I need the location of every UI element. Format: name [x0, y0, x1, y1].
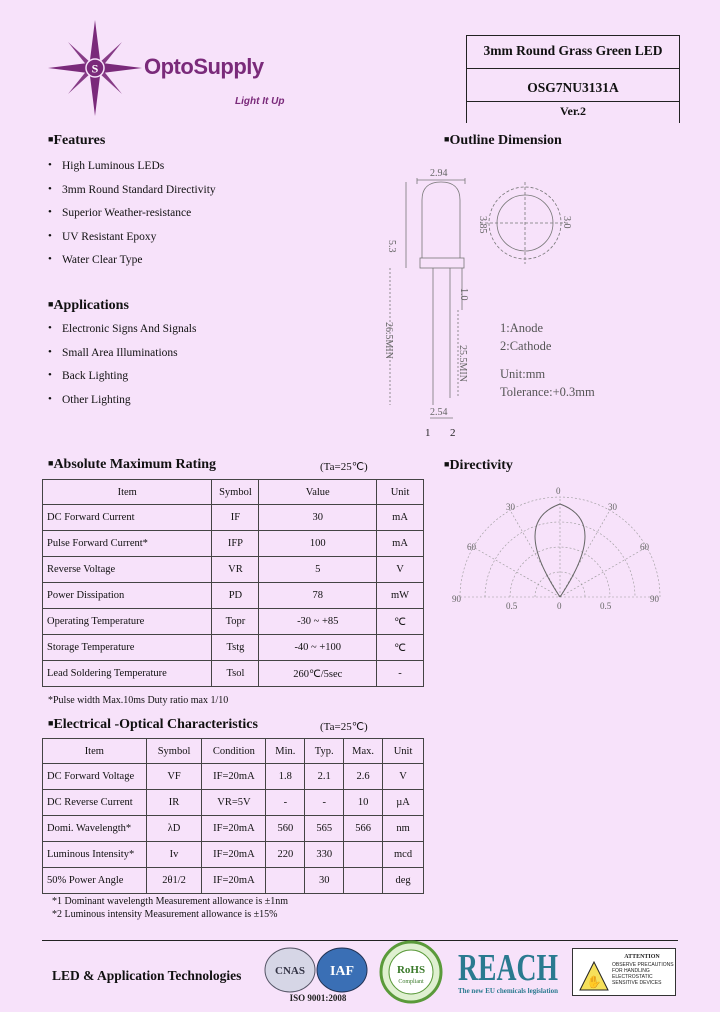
- col-symbol: Symbol: [212, 480, 259, 505]
- iso-cert-icon: [262, 944, 374, 1004]
- part-number: OSG7NU3131A: [527, 80, 619, 95]
- electrical-heading: ■Electrical -Optical Characteristics: [48, 717, 258, 732]
- brand-tagline: Light It Up: [235, 96, 285, 107]
- svg-text:CNAS: CNAS: [275, 965, 305, 977]
- svg-text:The new EU chemicals legislati: The new EU chemicals legislation: [458, 986, 559, 995]
- table-header-row: Item Symbol Condition Min. Typ. Max. Unit: [43, 739, 424, 764]
- table-row: Reverse Voltage VR 5 V: [43, 557, 424, 583]
- table-row: Luminous Intensity* Iv IF=20mA 220 330 mcd: [43, 842, 424, 868]
- angle-30-left: 30: [506, 502, 515, 512]
- table-row: Pulse Forward Current* IFP 100 mA: [43, 531, 424, 557]
- dim-pitch: 2.54: [430, 407, 448, 418]
- electrical-table: [42, 738, 424, 894]
- svg-text:RoHS: RoHS: [396, 964, 426, 976]
- col-unit: Unit: [377, 480, 424, 505]
- scale-left: 0.5: [506, 601, 518, 611]
- legend-unit: Unit:mm: [500, 367, 546, 381]
- col-item: Item: [43, 480, 212, 505]
- table-row: DC Forward Voltage VF IF=20mA 1.8 2.1 2.6 V: [43, 764, 424, 790]
- logo-letter: S: [91, 61, 99, 76]
- table-row: Operating Temperature Topr -30 ~ +85 ℃: [43, 609, 424, 635]
- svg-text:Compliant: Compliant: [398, 979, 424, 985]
- col-value: Value: [259, 480, 377, 505]
- dim-lead-short: 25.5MIN: [457, 345, 468, 382]
- pin-2-label: 2: [450, 427, 456, 439]
- legend-cathode: 2:Cathode: [500, 339, 552, 353]
- list-item: • 3mm Round Standard Directivity: [48, 184, 216, 208]
- table-row: Power Dissipation PD 78 mW: [43, 583, 424, 609]
- table-header-row: [43, 480, 424, 505]
- esd-attention-icon: ATTENTION ✋ OBSERVE PRECAUTIONS FOR HANDLING ELECTROSTATIC SENSITIVE DEVICES: [572, 948, 676, 996]
- dim-lead-long: 26.5MIN: [383, 322, 394, 359]
- electrical-note-1: *1 Dominant wavelength Measurement allowance is ±1nm: [52, 896, 288, 907]
- features-heading: ■Features: [48, 133, 106, 148]
- angle-90-right: 90: [650, 594, 659, 604]
- outline-heading: ■Outline Dimension: [444, 133, 562, 148]
- product-title: 3mm Round Grass Green LED: [483, 43, 663, 58]
- footer-divider: [42, 940, 678, 941]
- angle-60-right: 60: [640, 542, 649, 552]
- company-name: LED & Application Technologies: [52, 968, 242, 983]
- abs-max-heading: ■Absolute Maximum Rating: [48, 457, 216, 472]
- list-item: • UV Resistant Epoxy: [48, 231, 216, 255]
- brand-logo-icon: [48, 20, 148, 116]
- legend-anode: 1:Anode: [500, 321, 544, 335]
- list-item: • Electronic Signs And Signals: [48, 323, 196, 347]
- features-list: [48, 160, 216, 278]
- rohs-badge-icon: [378, 940, 444, 1004]
- list-item: • Other Lighting: [48, 394, 196, 418]
- applications-heading: ■Applications: [48, 298, 129, 313]
- svg-text:ISO 9001:2008: ISO 9001:2008: [289, 993, 347, 1003]
- dim-dia: 3.0: [561, 216, 572, 229]
- brand-name: OptoSupply: [144, 54, 264, 79]
- list-item: • Small Area Illuminations: [48, 347, 196, 371]
- version: Ver.2: [559, 104, 587, 118]
- table-row: 50% Power Angle 2θ1/2 IF=20mA 30 deg: [43, 868, 424, 894]
- electrical-note-2: *2 Luminous intensity Measurement allowance is ±15%: [52, 909, 278, 920]
- angle-0: 0: [556, 486, 561, 496]
- list-item: • Back Lighting: [48, 370, 196, 394]
- svg-text:ATTENTION: ATTENTION: [624, 954, 660, 960]
- abs-max-note: *Pulse width Max.10ms Duty ratio max 1/10: [48, 695, 229, 706]
- list-item: • Superior Weather-resistance: [48, 207, 216, 231]
- table-row: DC Forward Current IF 30 mA: [43, 505, 424, 531]
- outline-drawing: [380, 160, 680, 445]
- dim-height: 5.3: [386, 240, 397, 253]
- dim-base: 1.0: [458, 288, 469, 301]
- dim-lens: 3.85: [477, 216, 488, 234]
- abs-max-table: [42, 479, 424, 687]
- dim-width: 2.94: [430, 168, 448, 179]
- table-row: DC Reverse Current IR VR=5V - - 10 µA: [43, 790, 424, 816]
- reach-logo-icon: [456, 942, 560, 998]
- abs-max-condition: (Ta=25℃): [320, 461, 368, 473]
- scale-right: 0.5: [600, 601, 612, 611]
- svg-text:REACH: REACH: [458, 947, 558, 989]
- table-row: Storage Temperature Tstg -40 ~ +100 ℃: [43, 635, 424, 661]
- applications-list: [48, 323, 196, 417]
- directivity-heading: ■Directivity: [444, 458, 513, 473]
- angle-30-right: 30: [608, 502, 617, 512]
- scale-center: 0: [557, 601, 562, 611]
- table-row: Domi. Wavelength* λD IF=20mA 560 565 566 nm: [43, 816, 424, 842]
- table-row: Lead Soldering Temperature Tsol 260℃/5sec -: [43, 661, 424, 687]
- list-item: • Water Clear Type: [48, 254, 216, 278]
- pin-1-label: 1: [425, 427, 431, 439]
- legend-tolerance: Tolerance:+0.3mm: [500, 385, 595, 399]
- angle-60-left: 60: [467, 542, 476, 552]
- header-box: [466, 35, 680, 123]
- electrical-condition: (Ta=25℃): [320, 721, 368, 733]
- svg-text:IAF: IAF: [329, 964, 355, 979]
- directivity-chart: [450, 482, 670, 612]
- list-item: • High Luminous LEDs: [48, 160, 216, 184]
- angle-90-left: 90: [452, 594, 461, 604]
- svg-text:✋: ✋: [586, 975, 602, 989]
